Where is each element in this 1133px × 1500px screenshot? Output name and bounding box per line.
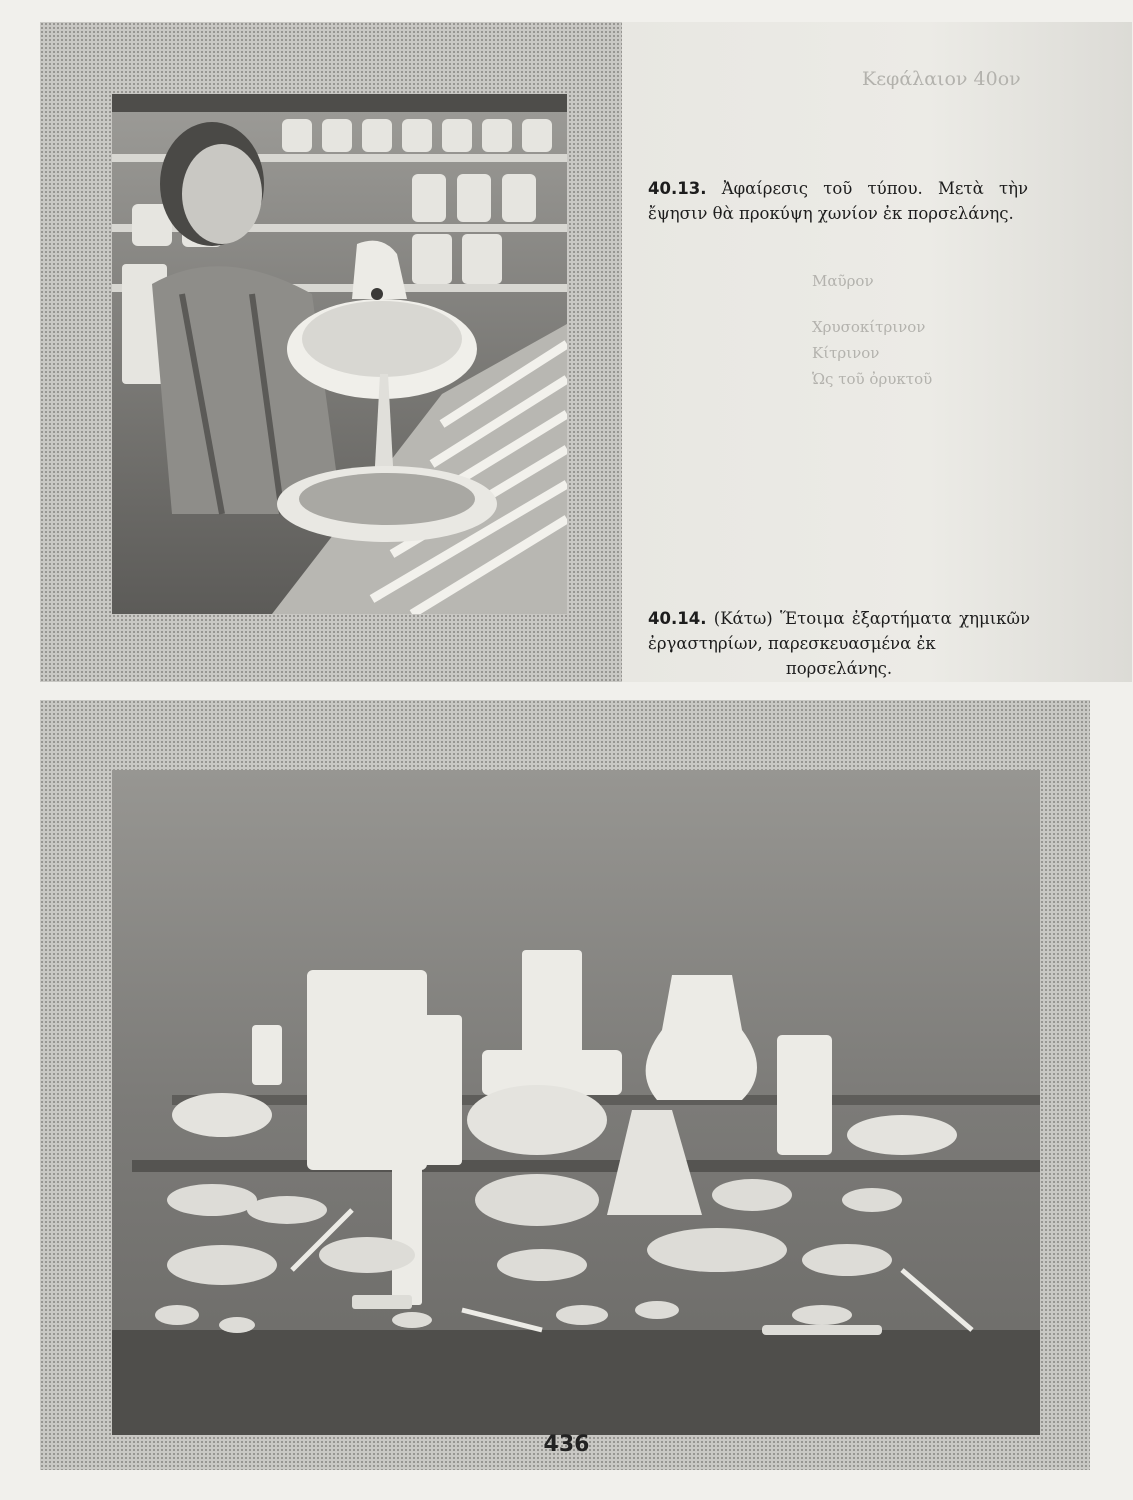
show-through-area: Κεφάλαιον 40ον Μαῦρον Χρυσοκίτρινον Κίτρινον Ὡς τοῦ ὀρυκτοῦ	[622, 22, 1132, 682]
caption-text-end: πορσελάνης.	[785, 659, 893, 678]
figure-number: 40.14.	[648, 609, 707, 628]
photo-porcelain-lab-ware	[112, 770, 1040, 1435]
figure-caption-40-14	[648, 606, 1030, 681]
photo-funnel-mold-removal	[112, 94, 567, 614]
caption-text: Ἀφαίρεσις τοῦ τύπου. Μετὰ τὴν ἔψησιν θὰ προκύψη χωνίον ἐκ πορσελάνης.	[648, 179, 1028, 223]
page-number: 436	[543, 1432, 590, 1457]
caption-text: (Κάτω) Ἕτοιμα ἐξαρτήματα χημικῶν ἐργαστηρίων, παρεσκευασμένα ἐκ	[648, 609, 1030, 653]
figure-caption-40-13	[648, 176, 1028, 226]
figure-number: 40.13.	[648, 179, 707, 198]
